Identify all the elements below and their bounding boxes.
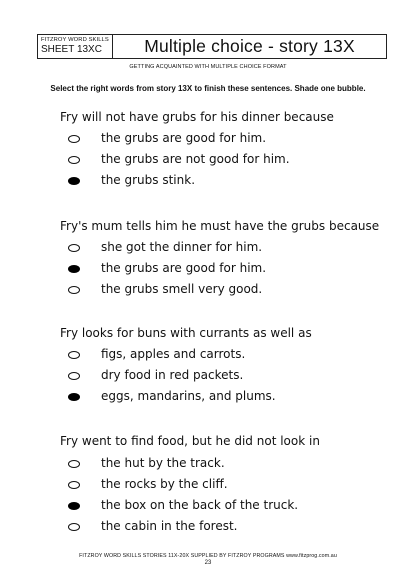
answer-option[interactable] bbox=[0, 456, 416, 472]
answer-bubble[interactable] bbox=[68, 372, 80, 380]
question-prompt: Fry will not have grubs for his dinner because bbox=[60, 110, 334, 124]
answer-label: eggs, mandarins, and plums. bbox=[101, 389, 276, 403]
instructions: Select the right words from story 13X to finish these sentences. Shade one bubble. bbox=[50, 84, 366, 93]
answer-option[interactable] bbox=[0, 282, 416, 298]
answer-bubble[interactable] bbox=[68, 286, 80, 294]
answer-bubble[interactable] bbox=[68, 135, 80, 143]
question-prompt: Fry went to find food, but he did not look in bbox=[60, 434, 320, 448]
answer-label: the grubs are good for him. bbox=[101, 261, 267, 275]
answer-label: dry food in red packets. bbox=[101, 368, 244, 382]
answer-bubble[interactable] bbox=[68, 481, 80, 489]
answer-label: the grubs are good for him. bbox=[101, 131, 267, 145]
answer-label: the grubs stink. bbox=[101, 173, 196, 187]
sheet-id: SHEET 13XC bbox=[41, 44, 102, 55]
answer-option[interactable] bbox=[0, 240, 416, 256]
answer-bubble[interactable] bbox=[68, 177, 80, 185]
answer-option[interactable] bbox=[0, 519, 416, 535]
page-subtitle: GETTING ACQUAINTED WITH MULTIPLE CHOICE FORMAT bbox=[129, 64, 287, 70]
answer-label: the grubs are not good for him. bbox=[101, 152, 290, 166]
answer-label: the cabin in the forest. bbox=[101, 519, 238, 533]
answer-bubble[interactable] bbox=[68, 502, 80, 510]
series-name: FITZROY WORD SKILLS bbox=[41, 37, 109, 43]
page-title: Multiple choice - story 13X bbox=[144, 36, 355, 56]
page-number: 23 bbox=[204, 560, 212, 566]
answer-label: figs, apples and carrots. bbox=[101, 347, 246, 361]
worksheet-header bbox=[37, 34, 387, 59]
answer-option[interactable] bbox=[0, 368, 416, 384]
answer-label: the box on the back of the truck. bbox=[101, 498, 299, 512]
answer-bubble[interactable] bbox=[68, 460, 80, 468]
answer-option[interactable] bbox=[0, 389, 416, 405]
answer-option[interactable] bbox=[0, 498, 416, 514]
question-prompt: Fry's mum tells him he must have the grubs because bbox=[60, 219, 380, 233]
answer-option[interactable] bbox=[0, 173, 416, 189]
answer-option[interactable] bbox=[0, 131, 416, 147]
answer-bubble[interactable] bbox=[68, 523, 80, 531]
answer-label: the hut by the track. bbox=[101, 456, 225, 470]
answer-option[interactable] bbox=[0, 347, 416, 363]
answer-bubble[interactable] bbox=[68, 351, 80, 359]
answer-bubble[interactable] bbox=[68, 393, 80, 401]
answer-bubble[interactable] bbox=[68, 265, 80, 273]
answer-label: the grubs smell very good. bbox=[101, 282, 263, 296]
answer-option[interactable] bbox=[0, 477, 416, 493]
series-cell bbox=[38, 35, 113, 58]
answer-option[interactable] bbox=[0, 152, 416, 168]
answer-bubble[interactable] bbox=[68, 156, 80, 164]
answer-label: she got the dinner for him. bbox=[101, 240, 263, 254]
answer-bubble[interactable] bbox=[68, 244, 80, 252]
answer-label: the rocks by the cliff. bbox=[101, 477, 228, 491]
question-prompt: Fry looks for buns with currants as well as bbox=[60, 326, 312, 340]
answer-option[interactable] bbox=[0, 261, 416, 277]
page-footer: FITZROY WORD SKILLS STORIES 11X-20X SUPPLIED BY FITZROY PROGRAMS www.fitzprog.com.au bbox=[79, 553, 337, 559]
